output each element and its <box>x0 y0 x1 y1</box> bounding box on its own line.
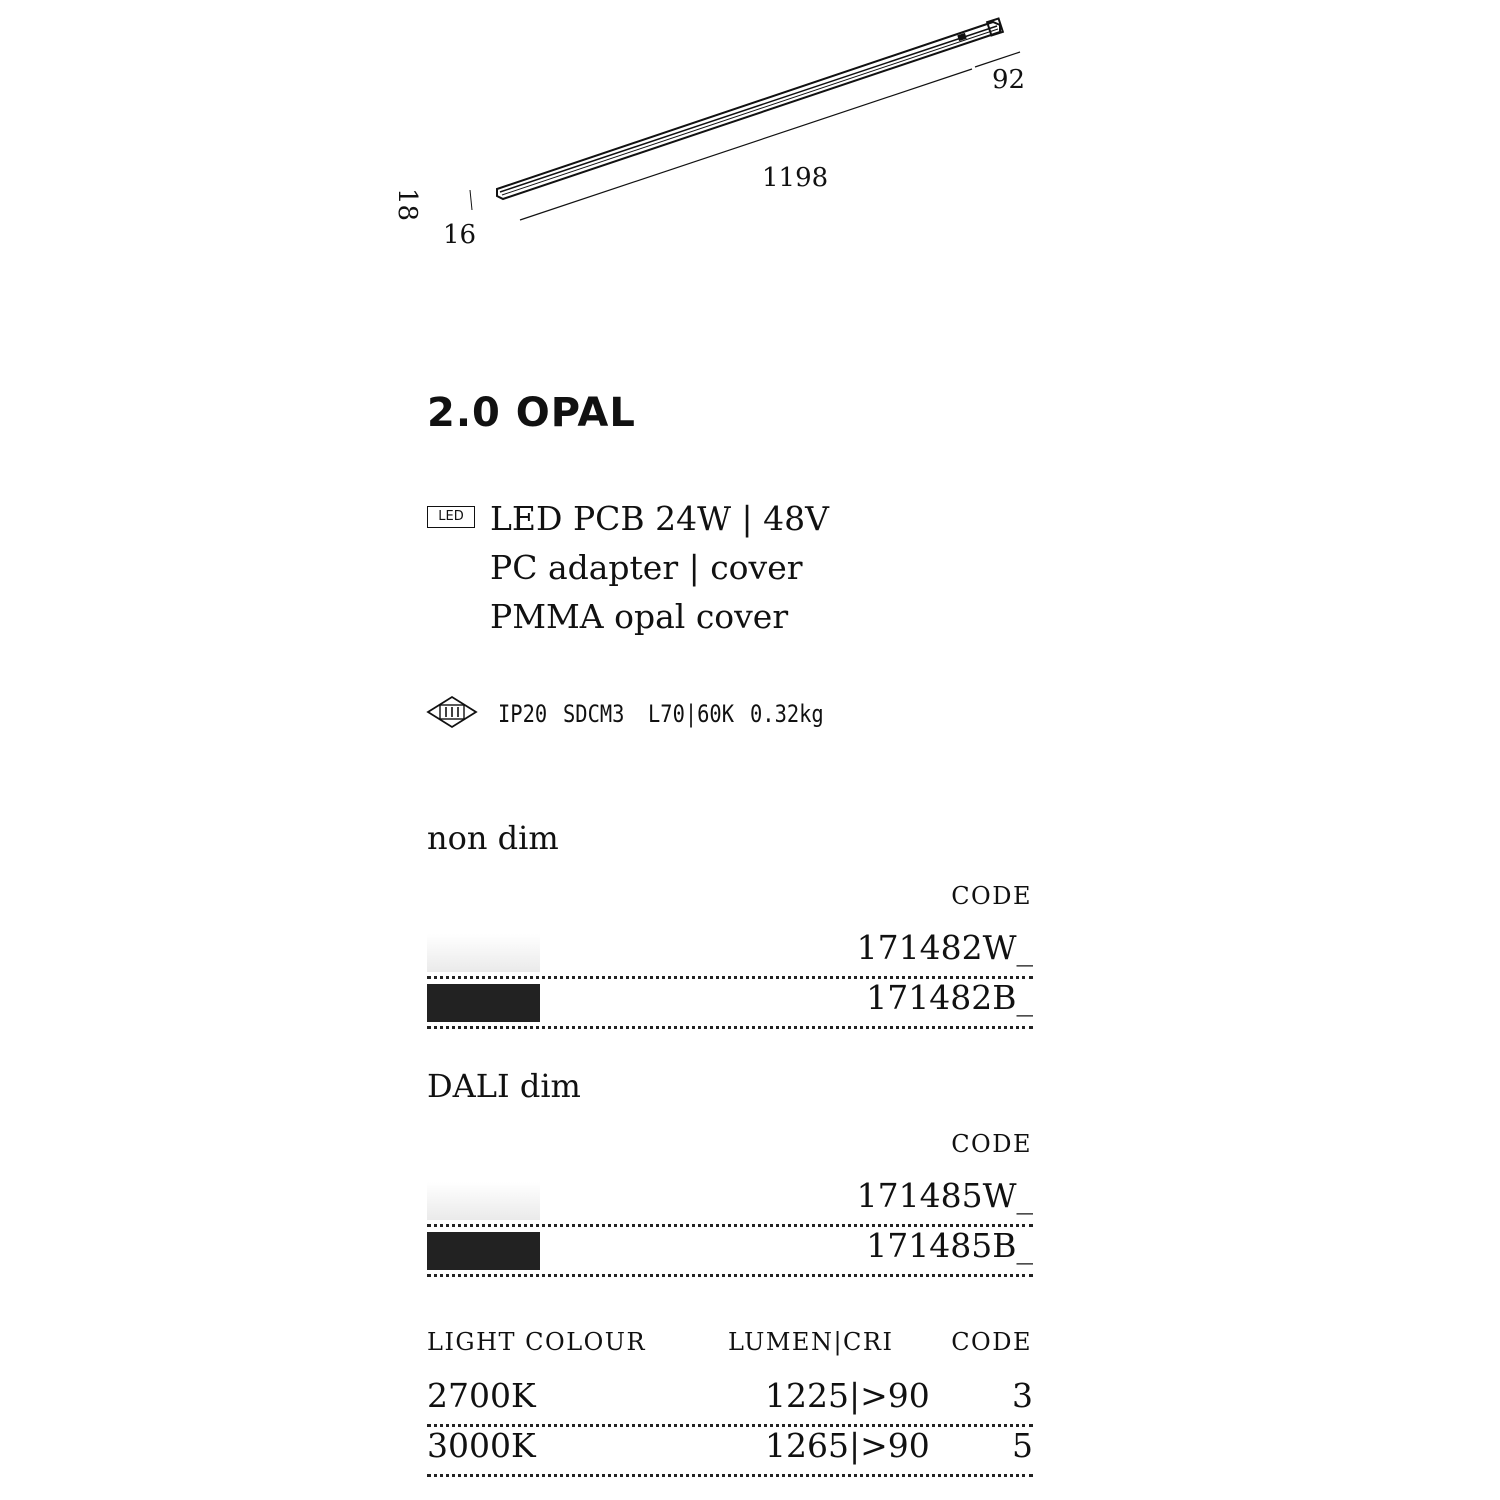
dimension-height-label: 18 <box>392 188 422 222</box>
product-code: 171482B_ <box>866 978 1033 1017</box>
table-row <box>427 1376 1033 1427</box>
swatch-black <box>427 984 540 1022</box>
dimension-line-length <box>520 69 972 220</box>
table-row <box>427 1426 1033 1477</box>
product-code: 171482W_ <box>856 928 1033 967</box>
light-colour-value: 3000K <box>427 1426 536 1465</box>
swatch-black <box>427 1232 540 1270</box>
protection-class-icon <box>426 695 478 729</box>
header-light-colour: LIGHT COLOUR <box>427 1328 647 1356</box>
dimension-length-label: 1198 <box>762 163 829 193</box>
swatch-white <box>427 934 540 972</box>
spec-line-2: PC adapter | cover <box>490 548 803 587</box>
product-drawing <box>0 0 1500 300</box>
product-code: 171485W_ <box>856 1176 1033 1215</box>
non-dim-label: non dim <box>427 819 559 857</box>
spec-line-3: PMMA opal cover <box>490 597 789 636</box>
swatch-white <box>427 1182 540 1220</box>
profile-bar <box>497 18 1003 199</box>
dimension-depth-label: 92 <box>992 65 1026 95</box>
metric-sdcm: SDCM3 <box>563 700 625 728</box>
non-dim-row-white <box>427 928 1033 979</box>
metric-weight: 0.32kg <box>750 700 824 728</box>
dali-dim-row-white <box>427 1176 1033 1227</box>
metric-ip: IP20 <box>498 700 548 728</box>
code-value: 5 <box>1012 1426 1033 1465</box>
dali-dim-code-header: CODE <box>951 1130 1032 1158</box>
led-badge: LED <box>427 506 475 528</box>
lumen-cri-value: 1265|>90 <box>765 1426 930 1465</box>
lumen-cri-value: 1225|>90 <box>765 1376 930 1415</box>
light-colour-value: 2700K <box>427 1376 536 1415</box>
dali-dim-label: DALI dim <box>427 1067 581 1105</box>
non-dim-row-black <box>427 978 1033 1029</box>
spec-line-1: LED PCB 24W | 48V <box>490 499 829 538</box>
dimension-width-label: 16 <box>443 220 477 250</box>
non-dim-code-header: CODE <box>951 882 1032 910</box>
product-code: 171485B_ <box>866 1226 1033 1265</box>
code-value: 3 <box>1012 1376 1033 1415</box>
metric-lifetime: L70|60K <box>648 700 734 728</box>
header-lumen-cri: LUMEN|CRI <box>728 1328 894 1356</box>
dimension-line-height <box>470 190 472 210</box>
header-code: CODE <box>951 1328 1032 1356</box>
product-title: 2.0 OPAL <box>427 390 636 436</box>
dali-dim-row-black <box>427 1226 1033 1277</box>
